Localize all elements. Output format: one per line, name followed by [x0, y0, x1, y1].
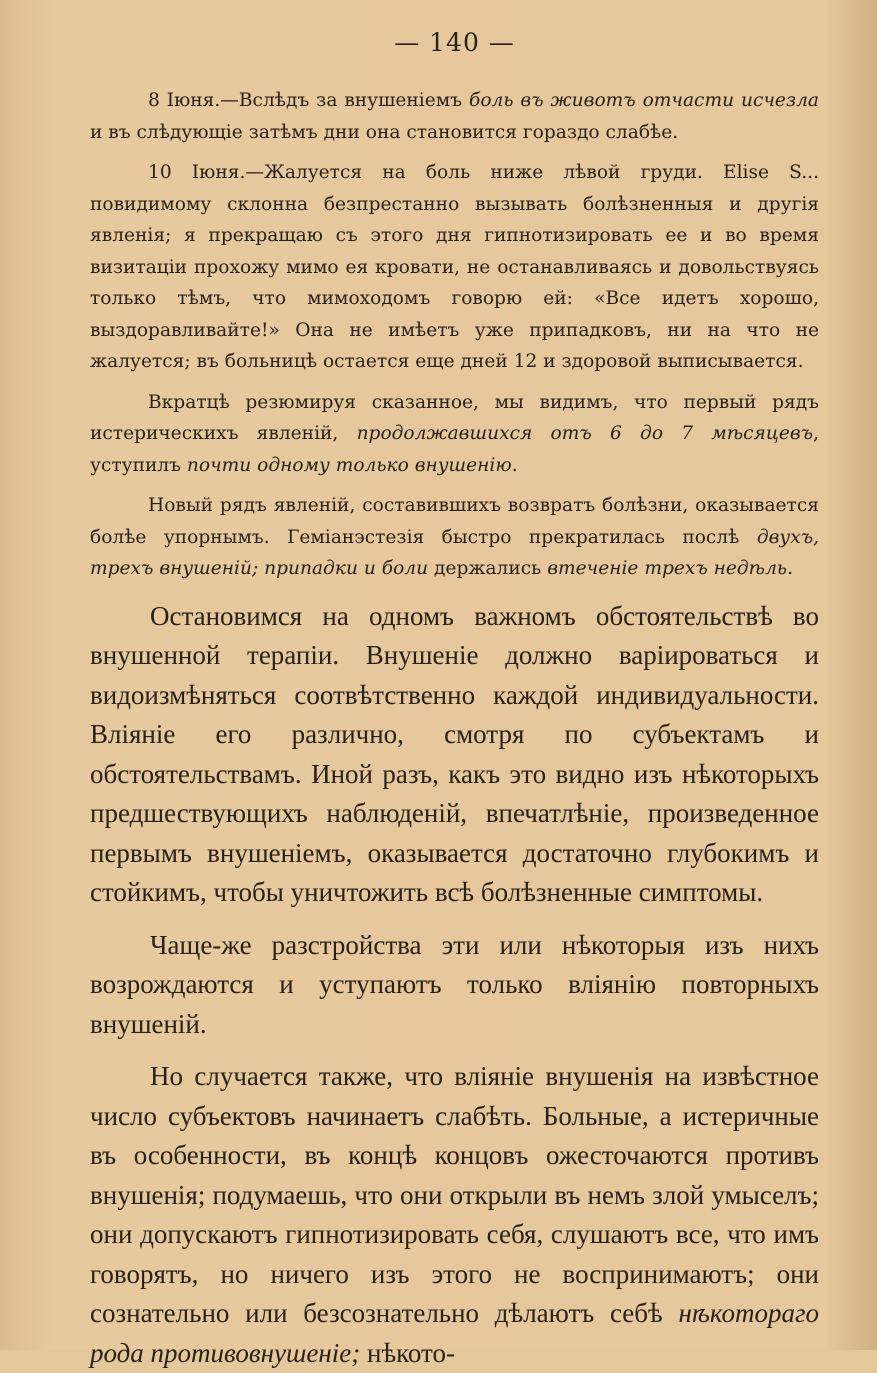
paragraph: 8 Іюня.—Вслѣдъ за внушеніемъ боль въ животъ отчасти исчезла и въ слѣдующіе затѣмъ дни она становится гораздо слабѣе.	[90, 85, 819, 148]
paragraph: Новый рядъ явленій, составившихъ возвратъ болѣзни, оказывается болѣе упорнымъ. Геміанэстезія быстро прекратилась послѣ двухъ, трехъ внушеній; припадки и боли держались втеченіе трехъ недѣль.	[90, 490, 819, 585]
main-text-section	[90, 597, 819, 1373]
paragraph: Вкратцѣ резюмируя сказанное, мы видимъ, что первый рядъ истерическихъ явленій, продолжавшихся отъ 6 до 7 мѣсяцевъ, уступилъ почти одному только внушенію.	[90, 387, 819, 482]
paragraph: Чаще-же разстройства эти или нѣкоторыя изъ нихъ возрождаются и уступаютъ только вліянію повторныхъ внушеній.	[90, 926, 819, 1045]
italic-text: боль въ животъ отчасти исчезла	[469, 90, 819, 111]
paragraph: 10 Іюня.—Жалуется на боль ниже лѣвой груди. Elise S... повидимому склонна безпрестанно вызывать болѣзненныя и другія явленія; я прекращаю съ этого дня гипнотизировать ее и во время визитаціи прохожу мимо ея кровати, не останавливаясь и довольствуясь только тѣмъ, что мимоходомъ говорю ей: «Все идетъ хорошо, выздоравливайте!» Она не имѣетъ уже припадковъ, ни на что не жалуется; въ больницѣ остается еще дней 12 и здоровой выписывается.	[90, 157, 819, 378]
italic-text: почти одному только внушенію	[187, 455, 512, 476]
paragraph: Остановимся на одномъ важномъ обстоятельствѣ во внушенной терапіи. Внушеніе должно варіироваться и видоизмѣняться соотвѣтственно каждой индивидуальности. Вліяніе его различно, смотря по субъектамъ и обстоятельствамъ. Иной разъ, какъ это видно изъ нѣкоторыхъ предшествующихъ наблюденій, впечатлѣніе, произведенное первымъ внушеніемъ, оказывается достаточно глубокимъ и стойкимъ, чтобы уничтожить всѣ болѣзненные симптомы.	[90, 597, 819, 913]
italic-text: двухъ, трехъ внушеній; припадки и боли	[90, 527, 819, 580]
small-print-section	[90, 85, 819, 585]
italic-text: продолжавшихся отъ 6 до 7 мѣсяцевъ	[357, 423, 814, 444]
italic-text: нѣкотораго рода противовнушеніе;	[90, 1298, 819, 1368]
page-number: — 140 —	[90, 28, 819, 57]
italic-text: втеченіе трехъ недѣль	[547, 558, 787, 579]
paragraph: Но случается также, что вліяніе внушенія на извѣстное число субъектовъ начинаетъ слабѣть. Больные, а истеричные въ особенности, въ концѣ концовъ ожесточаются противъ внушенія; подумаешь, что они открыли въ немъ злой умыселъ; они допускаютъ гипнотизировать себя, слушаютъ все, что имъ говорятъ, но ничего изъ этого не воспринимаютъ; они сознательно или безсознательно дѣлаютъ себѣ нѣкотораго рода противовнушеніе; нѣкото-	[90, 1057, 819, 1373]
